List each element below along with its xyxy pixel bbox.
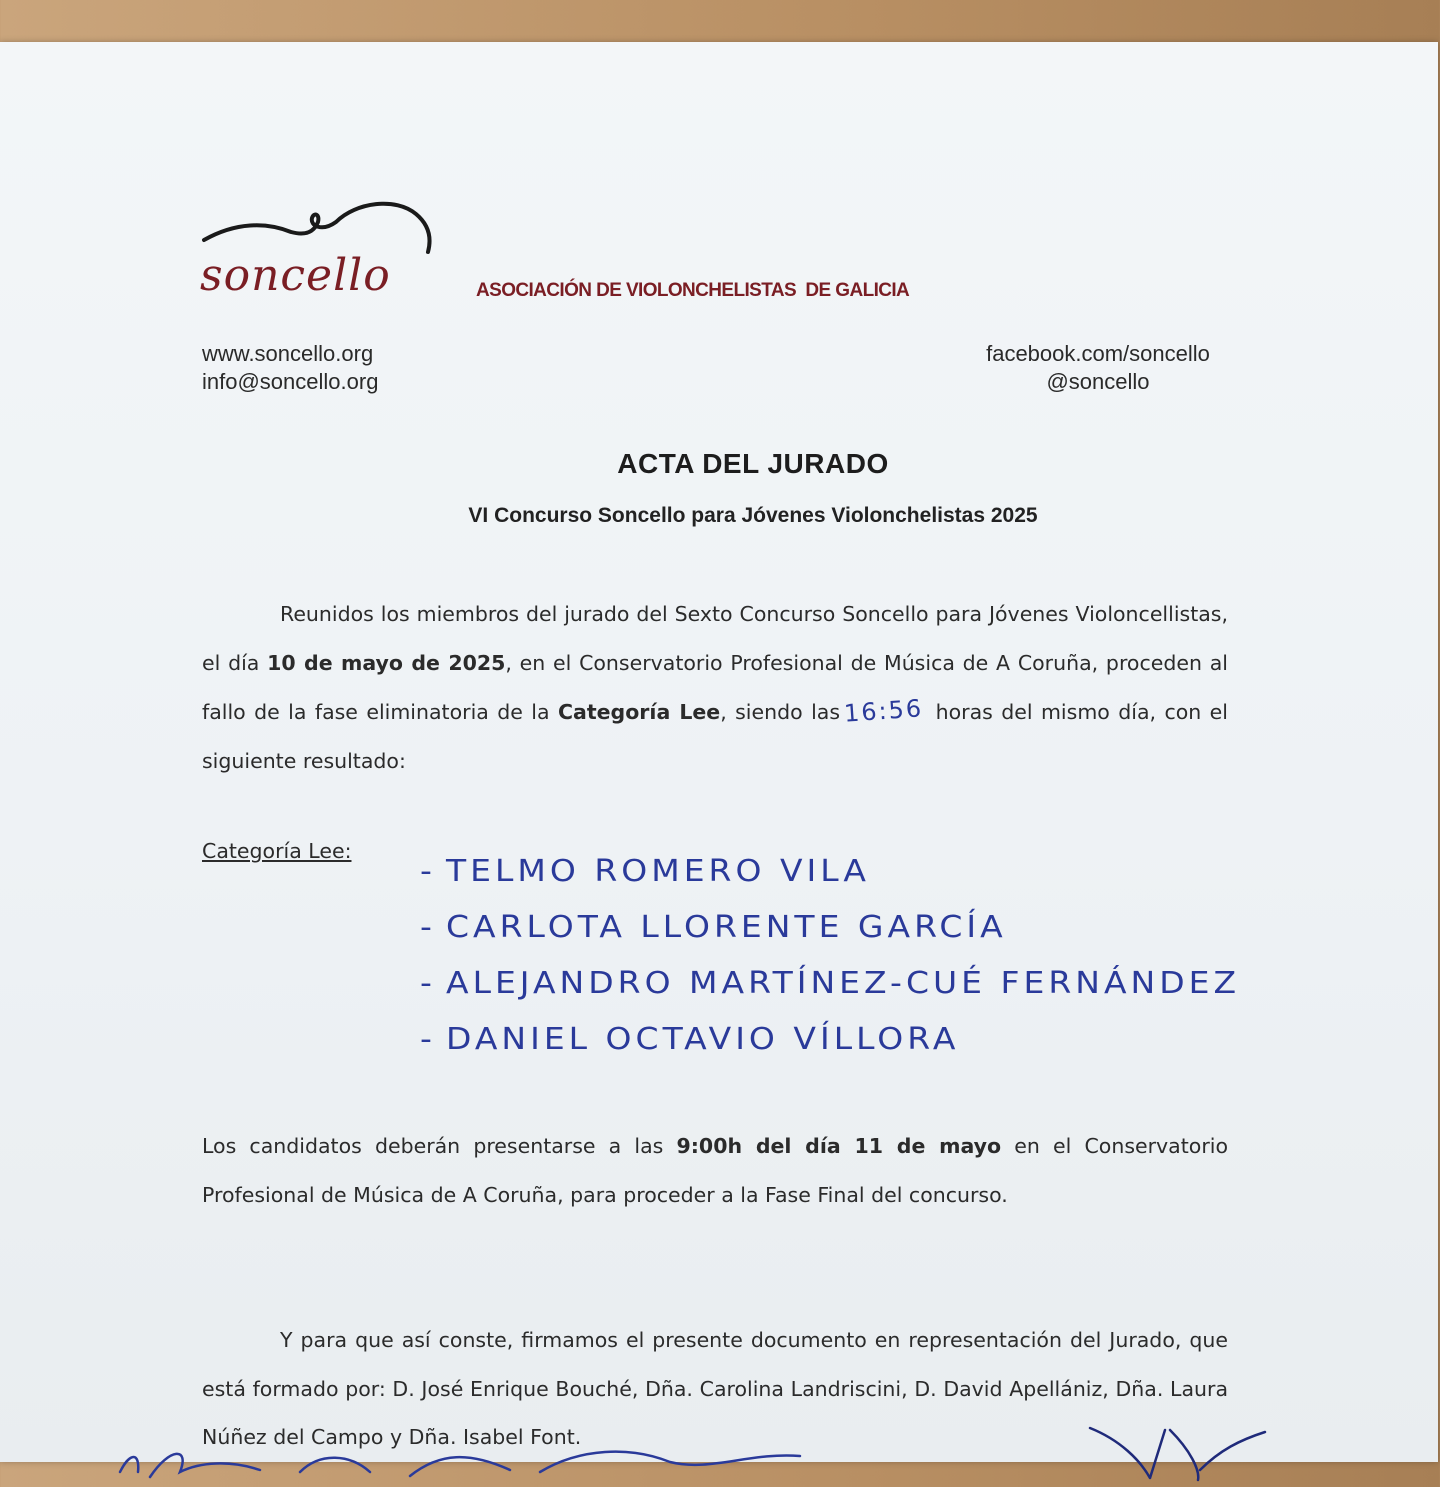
soncello-logo [196,192,446,302]
final-phase-time: 9:00h del día 11 de mayo [676,1134,1002,1158]
jury-signatures [110,1442,830,1482]
result-item: - TELMO ROMERO VILA [420,852,870,889]
category-label: Categoría Lee: [202,839,352,863]
result-item: - DANIEL OCTAVIO VÍLLORA [420,1020,960,1057]
facebook-link[interactable]: facebook.com/soncello [986,341,1210,366]
handwritten-time: 16:56 [843,694,925,728]
document-title: ACTA DEL JURADO [617,448,889,479]
document-subtitle: VI Concurso Soncello para Jóvenes Violonchelistas 2025 [468,504,1038,527]
meeting-date: 10 de mayo de 2025 [267,650,506,675]
social-handle[interactable]: @soncello [1046,369,1150,394]
contact-left [202,340,378,396]
paragraph-meeting: Reunidos los miembros del jurado del Sexto Concurso Soncello para Jóvenes Violoncellistas, el día 10 de mayo de 2025, en el Conservatorio Profesional de Música de A Coruña, proceden al fallo de la fase eliminatoria de la Categoría Lee, siendo las 16:56 horas del mismo día, con el siguiente resultado: [202,602,1228,773]
email-link[interactable]: info@soncello.org [202,369,379,394]
category-name: Categoría Lee [557,700,721,724]
document-page [0,42,1438,1462]
paragraph-jury: Y para que así conste, firmamos el presente documento en representación del Jurado, que está formado por: D. José Enrique Bouché, Dña. Carolina Landriscini, D. David Apellániz, Dña. Laura Núñez del Campo y Dña. Isabel Font. [202,1328,1228,1449]
results-list [420,850,1240,1074]
result-item: - ALEJANDRO MARTÍNEZ-CUÉ FERNÁNDEZ [420,964,1241,1001]
contact-right [960,340,1236,396]
svg-text:soncello: soncello [200,250,391,301]
paragraph-final-phase: Los candidatos deberán presentarse a las 9:00h del día 11 de mayo en el Conservatorio Profesional de Música de A Coruña, para proceder a la Fase Final del concurso. [202,1134,1228,1207]
result-item: - CARLOTA LLORENTE GARCÍA [420,908,1007,945]
association-name: ASOCIACIÓN DE VIOLONCHELISTAS DE GALICIA [476,280,910,301]
signature-mark [1080,1420,1270,1482]
website-link[interactable]: www.soncello.org [202,341,374,366]
